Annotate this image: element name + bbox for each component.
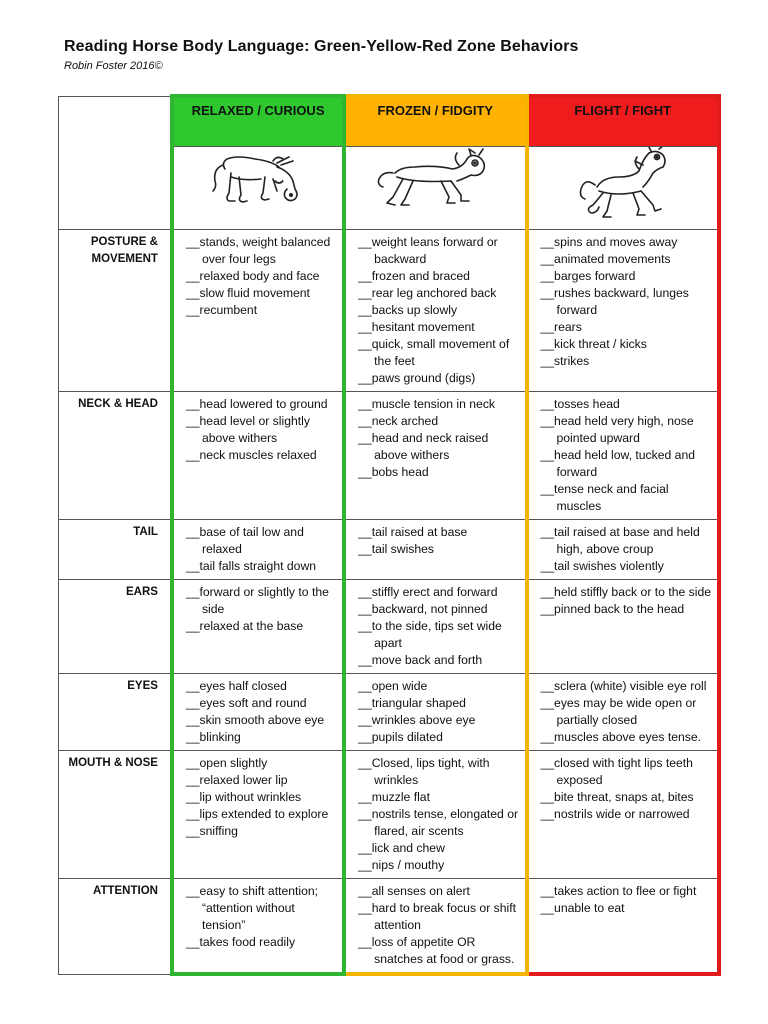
behavior-item: __blinking <box>185 730 241 744</box>
behavior-item: __tail raised at base and held high, above croup <box>540 525 700 556</box>
row-posture-movement <box>59 230 720 392</box>
behavior-item: __strikes <box>540 354 590 368</box>
red-illustration-cell <box>527 147 720 230</box>
behavior-item: __tail swishes violently <box>540 559 664 573</box>
zone-header-row <box>59 96 720 147</box>
behavior-item: __stands, weight balanced over four legs <box>185 235 331 266</box>
behavior-item: __Closed, lips tight, with wrinkles <box>358 756 490 787</box>
red-cell <box>527 674 720 751</box>
behavior-item: __weight leans forward or backward <box>358 235 498 266</box>
behavior-item: __neck muscles relaxed <box>185 448 317 462</box>
behavior-item: __relaxed at the base <box>185 619 304 633</box>
behavior-item: __unable to eat <box>540 901 625 915</box>
behavior-item: __tail falls straight down <box>185 559 317 573</box>
behavior-zone-table <box>58 94 721 976</box>
behavior-item: __pinned back to the head <box>540 602 685 616</box>
row-label: EARS <box>59 580 172 674</box>
behavior-item: __eyes soft and round <box>185 696 307 710</box>
behavior-item: __spins and moves away <box>540 235 678 249</box>
row-attention <box>59 879 720 975</box>
horse-relaxed-drawing-icon <box>203 147 313 217</box>
green-cell <box>172 580 344 674</box>
behavior-item: __tense neck and facial muscles <box>540 482 669 513</box>
row-ears <box>59 580 720 674</box>
document-title: Reading Horse Body Language: Green-Yellow-Red Zone Behaviors <box>64 38 579 55</box>
yellow-cell <box>344 879 526 975</box>
green-cell <box>172 879 344 975</box>
red-cell <box>527 751 720 879</box>
green-cell <box>172 674 344 751</box>
row-eyes <box>59 674 720 751</box>
behavior-item: __easy to shift attention; “attention without tension” <box>185 884 319 932</box>
behavior-item: __closed with tight lips teeth exposed <box>540 756 693 787</box>
green-cell <box>172 230 344 392</box>
row-neck-head <box>59 392 720 520</box>
behavior-item: __skin smooth above eye <box>185 713 325 727</box>
behavior-item: __move back and forth <box>358 653 483 667</box>
behavior-item: __eyes half closed <box>185 679 287 693</box>
yellow-cell <box>344 520 526 580</box>
row-tail <box>59 520 720 580</box>
behavior-item: __loss of appetite OR snatches at food or grass. <box>358 935 515 966</box>
yellow-cell <box>344 674 526 751</box>
zone-header-yellow: FROZEN / FIDGITY <box>344 96 526 147</box>
green-cell <box>172 520 344 580</box>
behavior-item: __lip without wrinkles <box>185 790 302 804</box>
behavior-item: __sniffing <box>185 824 238 838</box>
behavior-item: __tosses head <box>540 397 620 411</box>
yellow-cell <box>344 230 526 392</box>
zone-header-red: FLIGHT / FIGHT <box>527 96 720 147</box>
behavior-item: __nostrils tense, elongated or flared, air scents <box>358 807 519 838</box>
yellow-cell <box>344 580 526 674</box>
row-mouth-nose <box>59 751 720 879</box>
yellow-illustration-cell <box>344 147 526 230</box>
row-label: ATTENTION <box>59 879 172 975</box>
behavior-item: __nostrils wide or narrowed <box>540 807 690 821</box>
behavior-item: __stiffly erect and forward <box>358 585 498 599</box>
behavior-item: __head held low, tucked and forward <box>540 448 695 479</box>
behavior-item: __backs up slowly <box>358 303 458 317</box>
behavior-item: __recumbent <box>185 303 258 317</box>
behavior-item: __lick and chew <box>358 841 445 855</box>
red-cell <box>527 879 720 975</box>
green-cell <box>172 392 344 520</box>
behavior-item: __to the side, tips set wide apart <box>358 619 502 650</box>
behavior-item: __hesitant movement <box>358 320 475 334</box>
behavior-item: __relaxed body and face <box>185 269 320 283</box>
behavior-item: __animated movements <box>540 252 671 266</box>
behavior-item: __rear leg anchored back <box>358 286 497 300</box>
green-cell <box>172 751 344 879</box>
behavior-item: __eyes may be wide open or partially closed <box>540 696 697 727</box>
behavior-item: __all senses on alert <box>358 884 470 898</box>
behavior-item: __open wide <box>358 679 428 693</box>
horse-flight-drawing-icon <box>573 147 673 221</box>
red-cell <box>527 580 720 674</box>
yellow-cell <box>344 392 526 520</box>
corner-cell <box>59 96 172 230</box>
behavior-item: __neck arched <box>358 414 439 428</box>
horse-frozen-drawing-icon <box>375 147 495 217</box>
behavior-item: __pupils dilated <box>358 730 443 744</box>
red-cell <box>527 392 720 520</box>
behavior-item: __held stiffly back or to the side <box>540 585 711 599</box>
behavior-item: __triangular shaped <box>358 696 466 710</box>
behavior-item: __hard to break focus or shift attention <box>358 901 517 932</box>
behavior-item: __backward, not pinned <box>358 602 488 616</box>
behavior-item: __slow fluid movement <box>185 286 310 300</box>
row-label: MOUTH & NOSE <box>59 751 172 879</box>
behavior-item: __base of tail low and relaxed <box>185 525 304 556</box>
yellow-cell <box>344 751 526 879</box>
behavior-item: __head and neck raised above withers <box>358 431 489 462</box>
behavior-item: __lips extended to explore <box>185 807 329 821</box>
behavior-item: __frozen and braced <box>358 269 470 283</box>
behavior-item: __barges forward <box>540 269 636 283</box>
behavior-item: __sclera (white) visible eye roll <box>540 679 707 693</box>
behavior-item: __rushes backward, lunges forward <box>540 286 689 317</box>
behavior-item: __nips / mouthy <box>358 858 445 872</box>
row-label: NECK & HEAD <box>59 392 172 520</box>
author-credit: Robin Foster 2016© <box>64 60 163 72</box>
behavior-item: __takes action to flee or fight <box>540 884 697 898</box>
green-illustration-cell <box>172 147 344 230</box>
behavior-item: __paws ground (digs) <box>358 371 476 385</box>
behavior-item: __bobs head <box>358 465 429 479</box>
behavior-item: __open slightly <box>185 756 268 770</box>
behavior-item: __tail raised at base <box>358 525 468 539</box>
row-label: TAIL <box>59 520 172 580</box>
behavior-item: __forward or slightly to the side <box>185 585 329 616</box>
behavior-item: __tail swishes <box>358 542 435 556</box>
behavior-item: __bite threat, snaps at, bites <box>540 790 694 804</box>
zone-header-green: RELAXED / CURIOUS <box>172 96 344 147</box>
behavior-item: __head held very high, nose pointed upward <box>540 414 694 445</box>
row-label: POSTURE & MOVEMENT <box>59 230 172 392</box>
behavior-item: __head level or slightly above withers <box>185 414 310 445</box>
behavior-item: __rears <box>540 320 582 334</box>
behavior-item: __relaxed lower lip <box>185 773 288 787</box>
behavior-item: __muscles above eyes tense. <box>540 730 702 744</box>
behavior-item: __muscle tension in neck <box>358 397 496 411</box>
red-cell <box>527 520 720 580</box>
red-cell <box>527 230 720 392</box>
behavior-item: __quick, small movement of the feet <box>358 337 510 368</box>
behavior-item: __muzzle flat <box>358 790 430 804</box>
row-label: EYES <box>59 674 172 751</box>
behavior-item: __kick threat / kicks <box>540 337 647 351</box>
behavior-item: __head lowered to ground <box>185 397 328 411</box>
behavior-item: __takes food readily <box>185 935 296 949</box>
behavior-item: __wrinkles above eye <box>358 713 476 727</box>
